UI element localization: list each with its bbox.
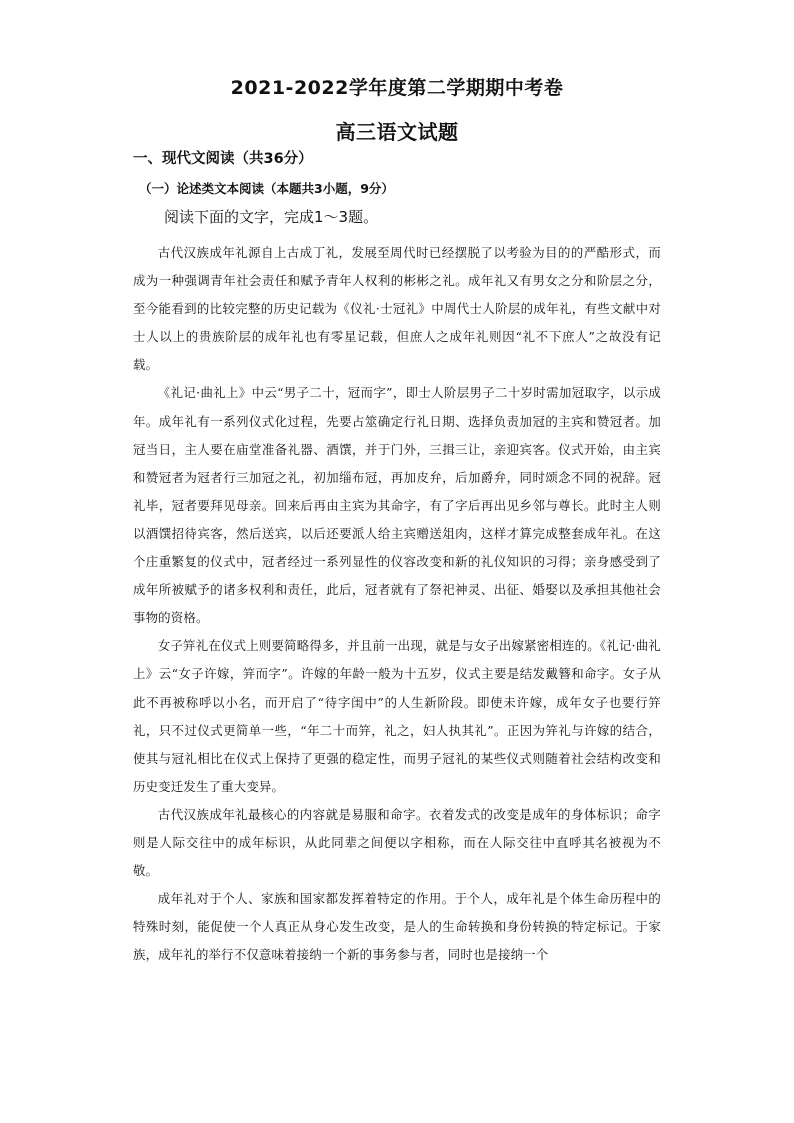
passage-paragraph: 女子笄礼在仪式上则要简略得多，并且前一出现，就是与女子出嫁紧密相连的。《礼记·曲礼上》云“女子许嫁，笄而字”。许嫁的年龄一般为十五岁，仪式主要是结发戴簪和命字。女子从此不再被称呼以小名，而开启了“待字闺中”的人生新阶段。即使未许嫁，成年女子也要行笄礼，只不过仪式更简单一些，“年二十而笄，礼之，妇人执其礼”。正因为笄礼与许嫁的结合，使其与冠礼相比在仪式上保持了更强的稳定性，而男子冠礼的某些仪式则随着社会结构改变和历史变迁发生了重大变异。 bbox=[133, 638, 661, 794]
reading-instruction: 阅读下面的文字，完成1～3题。 bbox=[164, 208, 379, 226]
passage-body bbox=[133, 239, 661, 969]
section-heading: 一、现代文阅读（共36分） bbox=[133, 151, 313, 167]
passage-paragraph: 古代汉族成年礼源自上古成丁礼，发展至周代时已经摆脱了以考验为目的的严酷形式，而成为一种强调青年社会责任和赋予青年人权利的彬彬之礼。成年礼又有男女之分和阶层之分，至今能看到的比较完整的历史记载为《仪礼·士冠礼》中周代士人阶层的成年礼，有些文献中对士人以上的贵族阶层的成年礼也有零星记载，但庶人之成年礼则因“礼不下庶人”之故没有记载。 bbox=[133, 245, 661, 373]
passage-paragraph: 成年礼对于个人、家族和国家都发挥着特定的作用。于个人，成年礼是个体生命历程中的特殊时刻，能促使一个人真正从身心发生改变，是人的生命转换和身份转换的特定标记。于家族，成年礼的举行不仅意味着接纳一个新的事务参与者，同时也是接纳一个 bbox=[133, 891, 661, 963]
exam-subtitle: 高三语文试题 bbox=[335, 120, 459, 144]
passage-paragraph: 《礼记·曲礼上》中云“男子二十，冠而字”，即士人阶层男子二十岁时需加冠取字，以示成年。成年礼有一系列仪式化过程，先要占筮确定行礼日期、选择负责加冠的主宾和赞冠者。加冠当日，主人要在庙堂准备礼器、酒馔，并于门外，三揖三让，亲迎宾客。仪式开始，由主宾和赞冠者为冠者行三加冠之礼，初加缁布冠，再加皮弁，后加爵弁，同时颂念不同的祝辞。冠礼毕，冠者要拜见母亲。回来后再由主宾为其命字，有了字后再出见乡邻与尊长。此时主人则以酒馔招待宾客，然后送宾，以后还要派人给主宾赠送俎肉，这样才算完成整套成年礼。在这个庄重繁复的仪式中，冠者经过一系列显性的仪容改变和新的礼仪知识的习得；亲身感受到了成年所被赋予的诸多权利和责任，此后，冠者就有了祭祀神灵、出征、婚娶以及承担其他社会事物的资格。 bbox=[133, 385, 661, 626]
passage-paragraph: 古代汉族成年礼最核心的内容就是易服和命字。衣着发式的改变是成年的身体标识；命字则是人际交往中的成年标识，从此同辈之间便以字相称，而在人际交往中直呼其名被视为不敬。 bbox=[133, 806, 661, 879]
exam-title: 2021-2022学年度第二学期期中考卷 bbox=[230, 77, 564, 99]
subsection-heading: （一）论述类文本阅读（本题共3小题，9分） bbox=[139, 181, 394, 196]
